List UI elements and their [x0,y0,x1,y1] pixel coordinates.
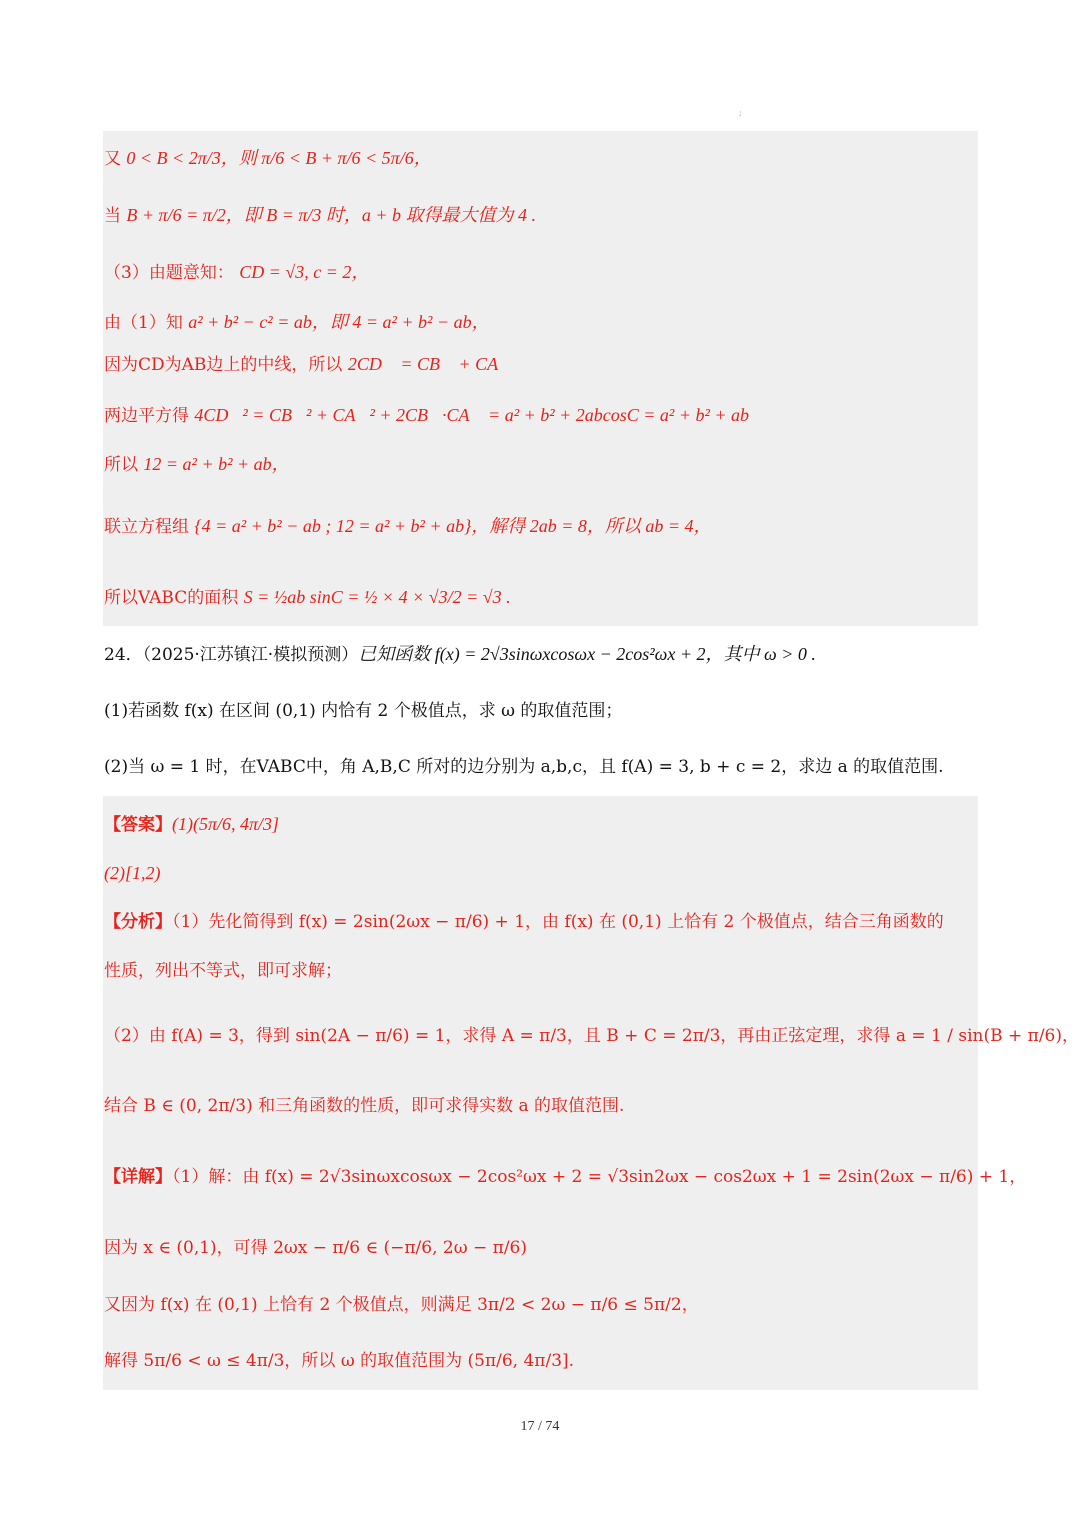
question-part-2: (2)当 ω = 1 时，在VABC中，角 A,B,C 所对的边分别为 a,b,c，且 f(A) = 3, b + c = 2，求边 a 的取值范围. [104,757,944,777]
detail-line-4: 解得 5π/6 < ω ≤ 4π/3，所以 ω 的取值范围为 (5π/6, 4π/3]. [104,1351,575,1371]
prev-line-3: （3）由题意知： CD = √3, c = 2， [104,262,370,283]
page-number: 17 / 74 [520,1419,560,1434]
answer-line-1: 【答案】(1)(5π/6, 4π/3] [104,814,280,835]
answer-line-2: (2)[1,2) [104,863,161,883]
question-part-1: (1)若函数 f(x) 在区间 (0,1) 内恰有 2 个极值点，求 ω 的取值范围； [104,701,623,721]
prev-line-2: 当 B + π/6 = π/2，即 B = π/3 时，a + b 取得最大值为 4 . [104,205,537,226]
header-mark: ; [739,108,742,117]
analysis-line-3: （2）由 f(A) = 3，得到 sin(2A − π/6) = 1，求得 A = π/3，且 B + C = 2π/3，再由正弦定理，求得 a = 1 / sin(B + π/6)， [104,1026,1079,1046]
analysis-line-1: 【分析】（1）先化简得到 f(x) = 2sin(2ωx − π/6) + 1，由 f(x) 在 (0,1) 上恰有 2 个极值点，结合三角函数的 [104,912,944,932]
prev-line-7: 所以 12 = a² + b² + ab， [104,454,290,475]
prev-line-9: 所以VABC的面积 S = ½ab sinC = ½ × 4 × √3/2 = √3 . [104,587,511,608]
analysis-line-4: 结合 B ∈ (0, 2π/3) 和三角函数的性质，即可求得实数 a 的取值范围. [104,1096,625,1116]
detail-line-3: 又因为 f(x) 在 (0,1) 上恰有 2 个极值点，则满足 3π/2 < 2ω − π/6 ≤ 5π/2， [104,1295,699,1315]
prev-line-4: 由（1）知 a² + b² − c² = ab，即 4 = a² + b² − ab， [104,312,490,333]
detail-line-2: 因为 x ∈ (0,1)，可得 2ωx − π/6 ∈ (−π/6, 2ω − π/6) [104,1238,527,1258]
prev-line-1: 又 0 < B < 2π/3，则 π/6 < B + π/6 < 5π/6， [104,148,432,169]
prev-line-5: 因为CD为AB边上的中线，所以 2CD⃗ = CB⃗ + CA⃗， [104,354,527,375]
analysis-line-2: 性质，列出不等式，即可求解； [104,961,342,981]
prev-line-8: 联立方程组 {4 = a² + b² − ab ; 12 = a² + b² + ab}，解得 2ab = 8，所以 ab = 4， [104,516,712,537]
question-stem: 24．（2025·江苏镇江·模拟预测）已知函数 f(x) = 2√3sinωxcosωx − 2cos²ωx + 2，其中 ω > 0 . [104,644,816,665]
detail-line-1: 【详解】（1）解：由 f(x) = 2√3sinωxcosωx − 2cos²ωx + 2 = √3sin2ωx − cos2ωx + 1 = 2sin(2ωx − π/6) + 1， [104,1167,1027,1187]
prev-line-6: 两边平方得 4CD⃗² = CB⃗² + CA⃗² + 2CB⃗·CA⃗ = a² + b² + 2abcosC = a² + b² + ab， [104,405,764,426]
